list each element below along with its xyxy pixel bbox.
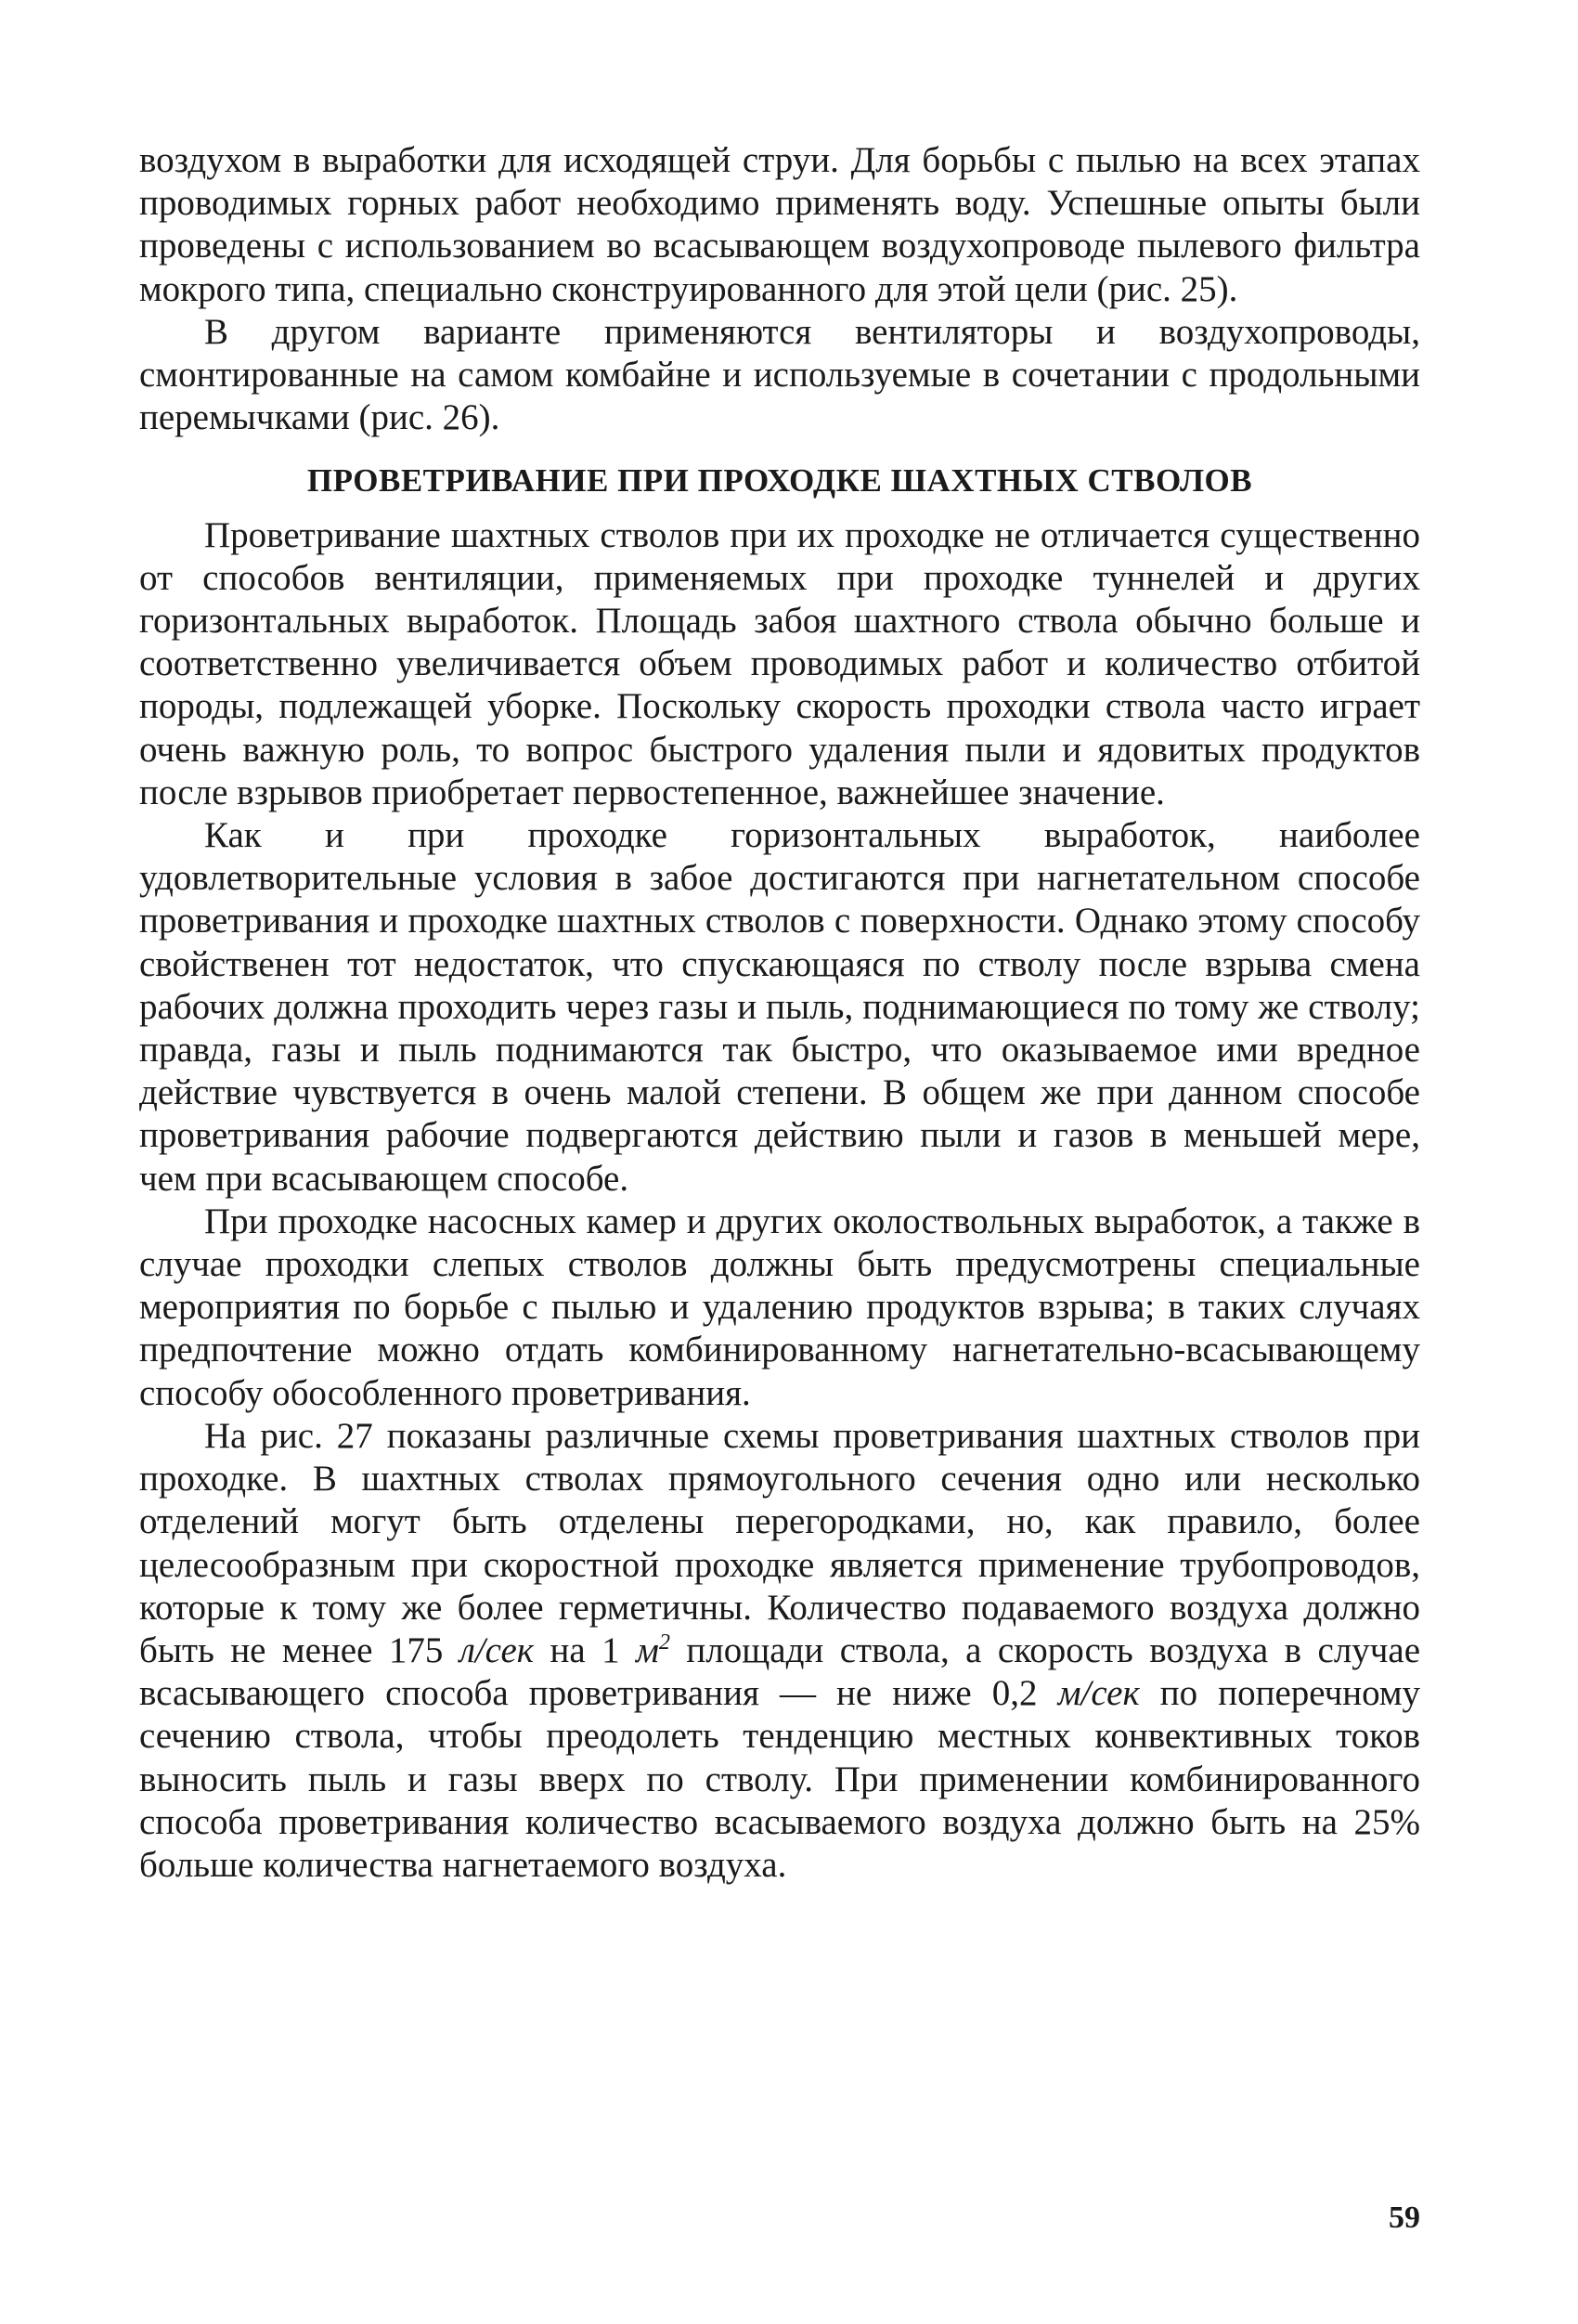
paragraph-shaft-ventilation: Проветривание шахтных стволов при их проходке не отличается существенно от способов вентиляции, применяемых при проходке туннелей и других горизонтальных выработок. Площадь забоя шахтного ствола обычно больше и соответственно увеличивается объем проводимых работ и количество отбитой породы, подлежащей уборке. Поскольку скорость проходки ствола часто играет очень важную роль, то вопрос быстрого удаления пыли и ядовитых продуктов после взрывов приобретает первостепенное, важнейшее значение.	[139, 514, 1420, 812]
unit-meters-per-second: м/сек	[1057, 1673, 1140, 1714]
paragraph-figure-27-part-c: площади ствола, а скорость воздуха в случае всасывающего способа проветривания — не ниже 0,2	[139, 1629, 1421, 1714]
paragraph-figure-27-part-b: на 1	[550, 1629, 620, 1670]
paragraph-forcing-method: Как и при проходке горизонтальных выработок, наиболее удовлетворительные условия в забое достигаются при нагнетательном способе проветривания и проходке шахтных стволов с поверхности. Однако этому способу свойственен тот недостаток, что спускающаяся по стволу после взрыва смена рабочих должна проходить через газы и пыль, поднимающиеся по тому же стволу; правда, газы и пыль поднимаются так быстро, что оказываемое ими вредное действие чувствуется в очень малой степени. В общем же при данном способе проветривания рабочие подвергаются действию пыли и газов в меньшей мере, чем при всасывающем способе.	[139, 815, 1420, 1199]
section-heading: ПРОВЕТРИВАНИЕ ПРИ ПРОХОДКЕ ШАХТНЫХ СТВОЛОВ	[306, 462, 1253, 500]
superscript-two: 2	[658, 1629, 670, 1655]
paragraph-figure-27-part-d: по поперечному сечению ствола, чтобы преодолеть тенденцию местных конвективных токов выносить пыль и газы вверх по стволу. При применении комбинированного способа проветривания количество всасываемого воздуха должно быть на 25% больше количества нагнетаемого воздуха.	[139, 1673, 1421, 1885]
unit-liters-per-second: л/сек	[459, 1629, 535, 1670]
paragraph-figure-27-part-a: На рис. 27 показаны различные схемы проветривания шахтных стволов при проходке. В шахтных стволах прямоугольного сечения одно или несколько отделений могут быть отделены перегородками, но, как правило, более целесообразным при скоростной проходке является применение трубопроводов, которые к тому же более герметичны. Количество подаваемого воздуха должно быть не менее 175	[139, 1415, 1420, 1670]
paragraph-figure-27	[139, 1415, 1420, 1887]
paragraph-combine-variant: В другом варианте применяются вентиляторы и воздухопроводы, смонтированные на самом комбайне и используемые в сочетании с продольными перемычками (рис. 26).	[139, 311, 1420, 438]
paragraph-continued: воздухом в выработки для исходящей струи. Для борьбы с пылью на всех этапах проводимых горных работ необходимо применять воду. Успешные опыты были проведены с использованием во всасывающем воздухопроводе пылевого фильтра мокрого типа, специально сконструированного для этой цели (рис. 25).	[139, 140, 1420, 309]
unit-square-meter	[636, 1630, 670, 1670]
page-number: 59	[1389, 2201, 1420, 2235]
paragraph-pump-chambers: При проходке насосных камер и других околоствольных выработок, а также в случае проходки слепых стволов должны быть предусмотрены специальные мероприятия по борьбе с пылью и удалению продуктов взрыва; в таких случаях предпочтение можно отдать комбинированному нагнетательно-всасывающему способу обособленного проветривания.	[139, 1201, 1420, 1413]
unit-meter: м	[636, 1629, 659, 1670]
body-text	[139, 139, 1420, 1887]
